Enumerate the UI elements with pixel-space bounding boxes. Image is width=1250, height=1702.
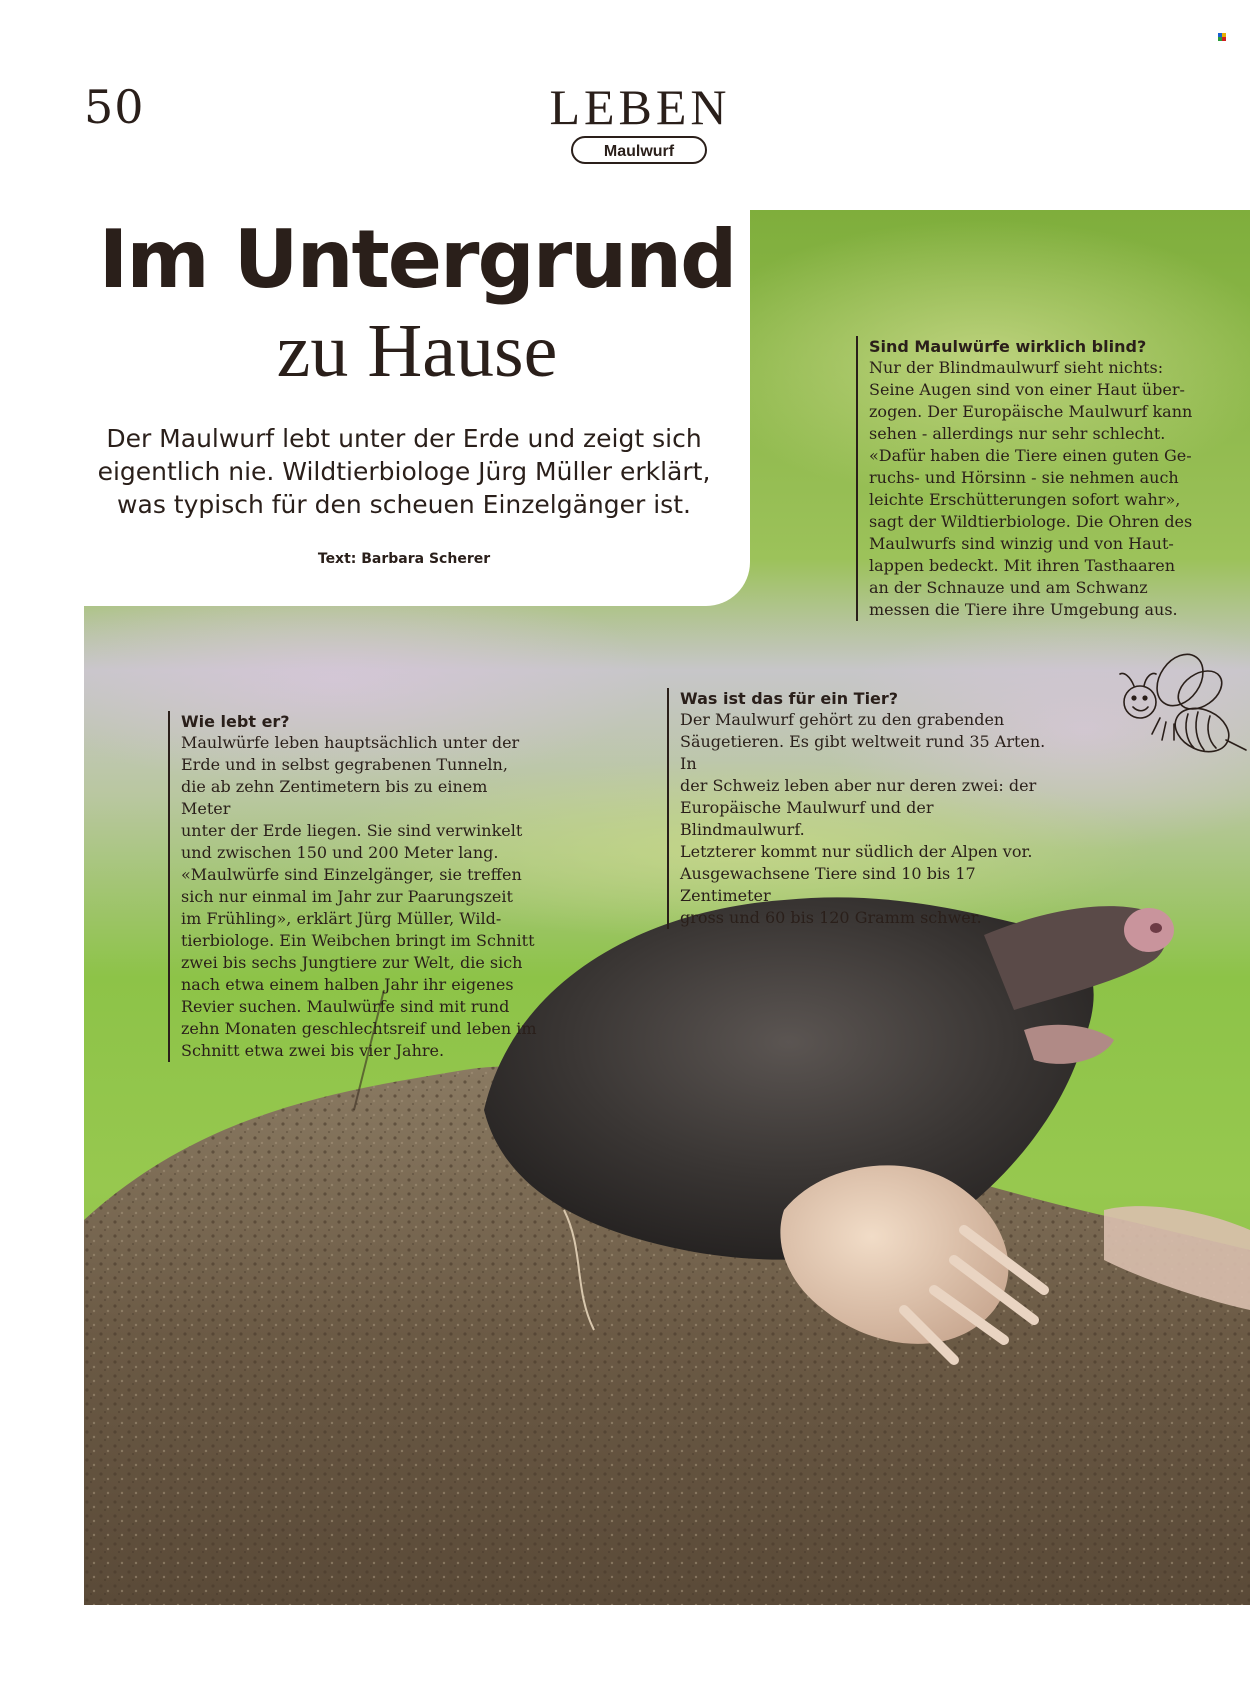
section-tag: Maulwurf xyxy=(571,136,707,164)
article-title: Im Untergrund xyxy=(98,213,736,306)
info-box-heading: Was ist das für ein Tier? xyxy=(680,689,899,708)
info-box-animal xyxy=(667,688,1060,929)
info-box-heading: Wie lebt er? xyxy=(181,712,290,731)
bee-doodle-icon xyxy=(1100,640,1250,770)
article-subtitle: zu Hause xyxy=(276,309,558,393)
info-box-body: Maulwürfe leben hauptsächlich unter der Erde und in selbst gegrabenen Tunneln, die ab zehn Zentimetern bis zu einem Meter unter der Erde liegen. Sie sind verwinkelt und zwischen 150 und 200 Meter lang. «Maulwürfe sind Einzelgänger, sie treffen sich nur einmal im Jahr zur Paarungszeit im Frühling», erklärt Jürg Müller, Wild- tierbiologe. Ein Weibchen bringt im Schnitt zwei bis sechs Jungtiere zur Welt, die sich nach etwa einem halben Jahr ihr eigenes Revier suchen. Maulwürfe sind mit rund zehn Monaten geschlechtsreif und leben im Schnitt etwa zwei bis vier Jahre. xyxy=(181,733,537,1060)
info-box-body: Der Maulwurf gehört zu den grabenden Säugetieren. Es gibt weltweit rund 35 Arten. In der Schweiz leben aber nur deren zwei: der Europäische Maulwurf und der Blindmaulwurf. Letzterer kommt nur südlich der Alpen vor. Ausgewachsene Tiere sind 10 bis 17 Zentimeter gross und 60 bis 120 Gramm schwer. xyxy=(680,710,1046,927)
section-title: LEBEN xyxy=(549,79,731,135)
page-number: 50 xyxy=(84,80,145,134)
corner-color-mark xyxy=(1218,33,1226,41)
info-box-blind xyxy=(856,336,1209,621)
info-box-life xyxy=(168,711,541,1062)
byline: Text: Barbara Scherer xyxy=(317,551,491,567)
article-lead: Der Maulwurf lebt unter der Erde und zeigt sich eigentlich nie. Wildtierbiologe Jürg Müller erklärt, was typisch für den scheuen Einzelgänger ist. xyxy=(97,424,711,519)
info-box-body: Nur der Blindmaulwurf sieht nichts: Seine Augen sind von einer Haut über- zogen. Der Europäische Maulwurf kann sehen - allerdings nur sehr schlecht. «Dafür haben die Tiere einen guten Ge- ruchs- und Hörsinn - sie nehmen auch leichte Erschütterungen sofort wahr», sagt der Wildtierbiologe. Die Ohren des Maulwurfs sind winzig und von Haut- lappen bedeckt. Mit ihren Tasthaaren an der Schnauze und am Schwanz messen die Tiere ihre Umgebung aus. xyxy=(869,358,1193,619)
info-box-heading: Sind Maulwürfe wirklich blind? xyxy=(869,337,1147,356)
